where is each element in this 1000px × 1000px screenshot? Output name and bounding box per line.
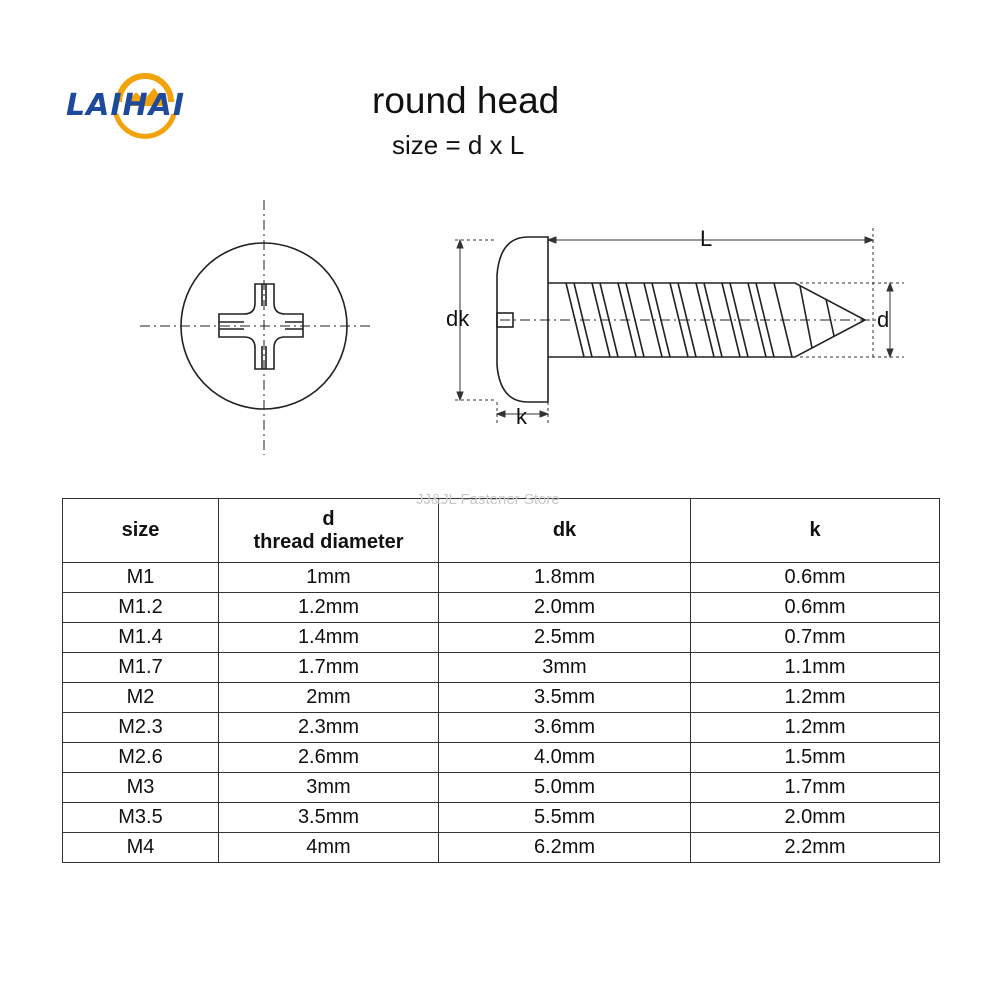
size-formula: size = d x L [392, 130, 525, 160]
cell-dk: 5.5mm [439, 803, 691, 833]
table-row [63, 833, 940, 863]
table-row [63, 743, 940, 773]
cell-size: M2.6 [63, 743, 219, 773]
cell-size: M1.4 [63, 623, 219, 653]
cell-size: M2.3 [63, 713, 219, 743]
cell-k: 0.6mm [691, 593, 940, 623]
table-row [63, 803, 940, 833]
store-watermark: JJ&JL Fastener Store [416, 491, 560, 508]
table-row [63, 623, 940, 653]
table-row [63, 773, 940, 803]
header-size: size [63, 499, 219, 563]
cell-d: 1.2mm [219, 593, 439, 623]
cell-dk: 3.6mm [439, 713, 691, 743]
table-header-row [63, 499, 940, 563]
head-top-view [140, 200, 372, 455]
cell-size: M1 [63, 563, 219, 593]
brand-name: LAIHAI [66, 88, 185, 123]
cell-d: 2.3mm [219, 713, 439, 743]
size-spec-table [62, 498, 940, 863]
cell-dk: 2.0mm [439, 593, 691, 623]
cell-size: M3 [63, 773, 219, 803]
cell-dk: 6.2mm [439, 833, 691, 863]
cell-d: 2mm [219, 683, 439, 713]
cell-d: 1.4mm [219, 623, 439, 653]
cell-k: 1.2mm [691, 683, 940, 713]
cell-d: 2.6mm [219, 743, 439, 773]
cell-k: 1.5mm [691, 743, 940, 773]
cell-k: 1.7mm [691, 773, 940, 803]
cell-dk: 3.5mm [439, 683, 691, 713]
page-title: round head [372, 80, 560, 121]
cell-size: M2 [63, 683, 219, 713]
cell-size: M3.5 [63, 803, 219, 833]
cell-d: 4mm [219, 833, 439, 863]
header-thread-diameter: d thread diameter [219, 499, 439, 563]
cell-dk: 4.0mm [439, 743, 691, 773]
cell-d: 3mm [219, 773, 439, 803]
cell-k: 1.2mm [691, 713, 940, 743]
table-row [63, 653, 940, 683]
table-row [63, 683, 940, 713]
cell-dk: 5.0mm [439, 773, 691, 803]
dimension-label-k: k [516, 404, 527, 429]
header-k: k [691, 499, 940, 563]
cell-size: M4 [63, 833, 219, 863]
screw-drawing [0, 0, 1000, 480]
cell-d: 3.5mm [219, 803, 439, 833]
dimension-label-dk: dk [446, 306, 470, 331]
cell-k: 2.0mm [691, 803, 940, 833]
cell-k: 0.6mm [691, 563, 940, 593]
header-dk: dk [439, 499, 691, 563]
table-row [63, 593, 940, 623]
cell-d: 1mm [219, 563, 439, 593]
cell-dk: 2.5mm [439, 623, 691, 653]
cell-size: M1.2 [63, 593, 219, 623]
cell-dk: 3mm [439, 653, 691, 683]
screw-side-view [497, 237, 880, 402]
cell-k: 0.7mm [691, 623, 940, 653]
cell-dk: 1.8mm [439, 563, 691, 593]
table-row [63, 713, 940, 743]
cell-size: M1.7 [63, 653, 219, 683]
dimension-label-d: d [877, 307, 890, 332]
dimension-lines [455, 228, 904, 424]
cell-d: 1.7mm [219, 653, 439, 683]
cell-k: 2.2mm [691, 833, 940, 863]
dimension-label-L: L [700, 226, 713, 251]
table-row [63, 563, 940, 593]
cell-k: 1.1mm [691, 653, 940, 683]
